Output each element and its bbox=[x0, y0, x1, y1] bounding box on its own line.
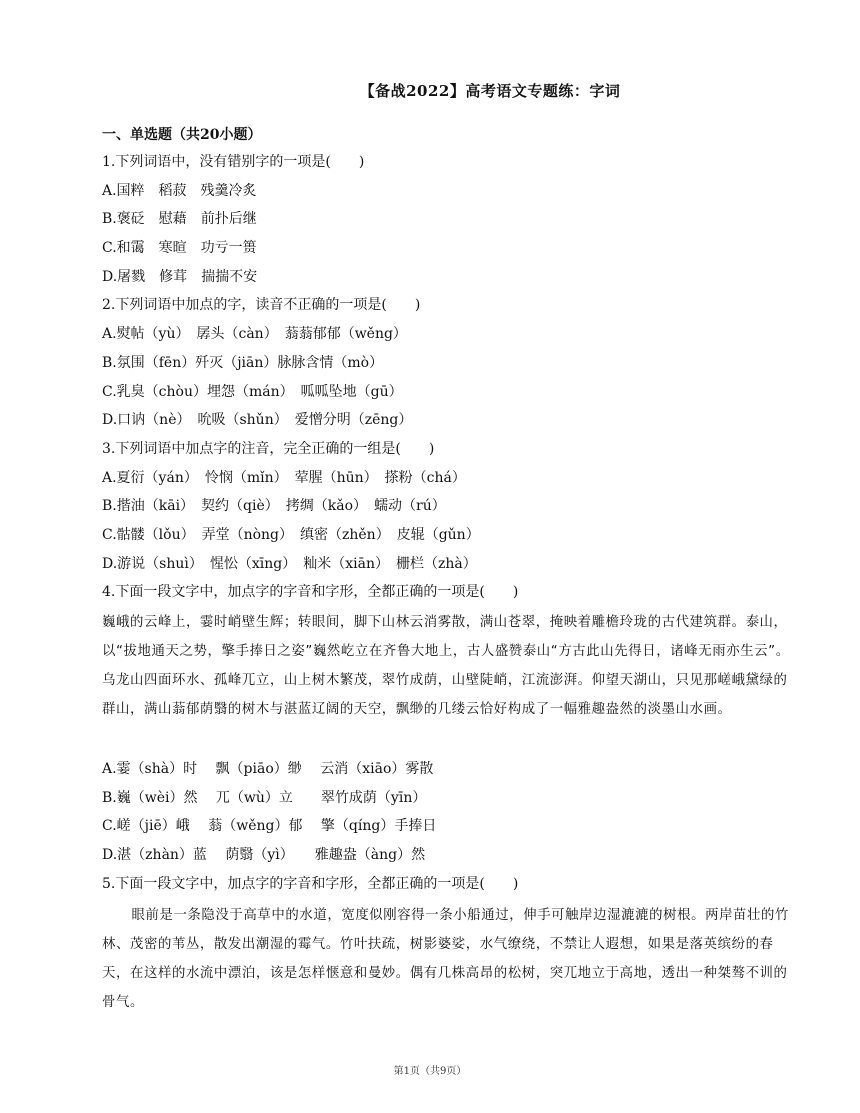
option-line: D.屠戮 修茸 揣揣不安 bbox=[102, 268, 258, 285]
option-line: A.国粹 稻菽 残羹冷炙 bbox=[102, 182, 257, 199]
option-line: C.嵯（jiē）峨 蓊（wěng）郁 擎（qíng）手捧日 bbox=[102, 818, 437, 835]
page-footer: 第1页（共9页） bbox=[393, 1066, 467, 1077]
option-line: D.口讷（nè） 吮吸（shǔn） 爱憎分明（zēng） bbox=[102, 412, 413, 429]
option-line: D.游说（shuì） 惺忪（xīng） 籼米（xiān） 栅栏（zhà） bbox=[102, 555, 477, 572]
option-line: B.氛围（fēn）歼灭（jiān）脉脉含情（mò） bbox=[102, 354, 384, 371]
option-line: C.和霭 寒暄 功亏一篑 bbox=[102, 240, 257, 257]
question-4-options bbox=[102, 758, 782, 901]
option-line: B.揩油（kāi） 契约（qiè） 拷绸（kǎo） 蠕动（rú） bbox=[102, 498, 446, 515]
document-title: 【备战2022】高考语文专题练：字词 bbox=[359, 82, 621, 100]
question-line: 4.下面一段文字中，加点字的字音和字形，全都正确的一项是( ) bbox=[102, 584, 519, 601]
section-heading: 一、单选题（共20小题） bbox=[102, 127, 262, 143]
option-line: C.骷髅（lǒu） 弄堂（nòng） 缜密（zhěn） 皮辊（gǔn） bbox=[102, 526, 480, 543]
question-list bbox=[102, 151, 782, 610]
option-line: A.夏衍（yán） 怜悯（mǐn） 荤腥（hūn） 搽粉（chá） bbox=[102, 469, 466, 486]
option-line: B.巍（wèi）然 兀（wù）立 翠竹成荫（yīn） bbox=[102, 789, 427, 806]
passage-2: 眼前是一条隐没于高草中的水道，宽度似刚容得一条小船通过，伸手可触岸边湿漉漉的树根。两岸苗壮的竹林、茂密的苇丛，散发出潮湿的霉气。竹叶扶疏，树影婆娑，水气缭绕，不禁让人遐想，如果是落英缤纷的春天，在这样的水流中漂泊，该是怎样惬意和曼妙。偶有几株高昂的松树，突兀地立于高地，透出一种桀骜不训的骨气。 bbox=[102, 908, 790, 1010]
question-line: 1.下列词语中，没有错别字的一项是( ) bbox=[102, 154, 365, 170]
option-line: B.褒砭 慰藉 前扑后继 bbox=[102, 211, 257, 228]
question-line: 3.下列词语中加点字的注音，完全正确的一组是( ) bbox=[102, 440, 435, 457]
option-line: C.乳臭（chòu）埋怨（mán） 呱呱坠地（gū） bbox=[102, 383, 403, 400]
question-line: 2.下列词语中加点的字，读音不正确的一项是( ) bbox=[102, 297, 421, 314]
passage-1: 巍峨的云峰上，霎时峭壁生辉；转眼间，脚下山林云消雾散，满山苍翠，掩映着雕檐玲珑的古代建筑群。泰山，以“拔地通天之势，擎手捧日之姿”巍然屹立在齐鲁大地上，古人盛赞泰山“方古此山先得日，诸峰无雨亦生云”。乌龙山四面环水、孤峰兀立，山上树木繁茂，翠竹成荫，山壁陡峭，江流澎湃。仰望天湖山，只见那嵯峨黛绿的群山，满山蓊郁荫翳的树木与湛蓝辽阔的天空，飘缈的几缕云恰好构成了一幅雅趣盎然的淡墨山水画。 bbox=[102, 615, 790, 717]
option-line: D.湛（zhàn）蓝 荫翳（yì） 雅趣盎（àng）然 bbox=[102, 847, 426, 864]
option-line: A.熨帖（yù） 孱头（càn） 蓊蓊郁郁（wěng） bbox=[102, 326, 407, 343]
option-line: A.霎（shà）时 飘（piāo）缈 云消（xiāo）雾散 bbox=[102, 761, 434, 777]
question-line: 5.下面一段文字中，加点字的字音和字形，全都正确的一项是( ) bbox=[102, 875, 519, 892]
